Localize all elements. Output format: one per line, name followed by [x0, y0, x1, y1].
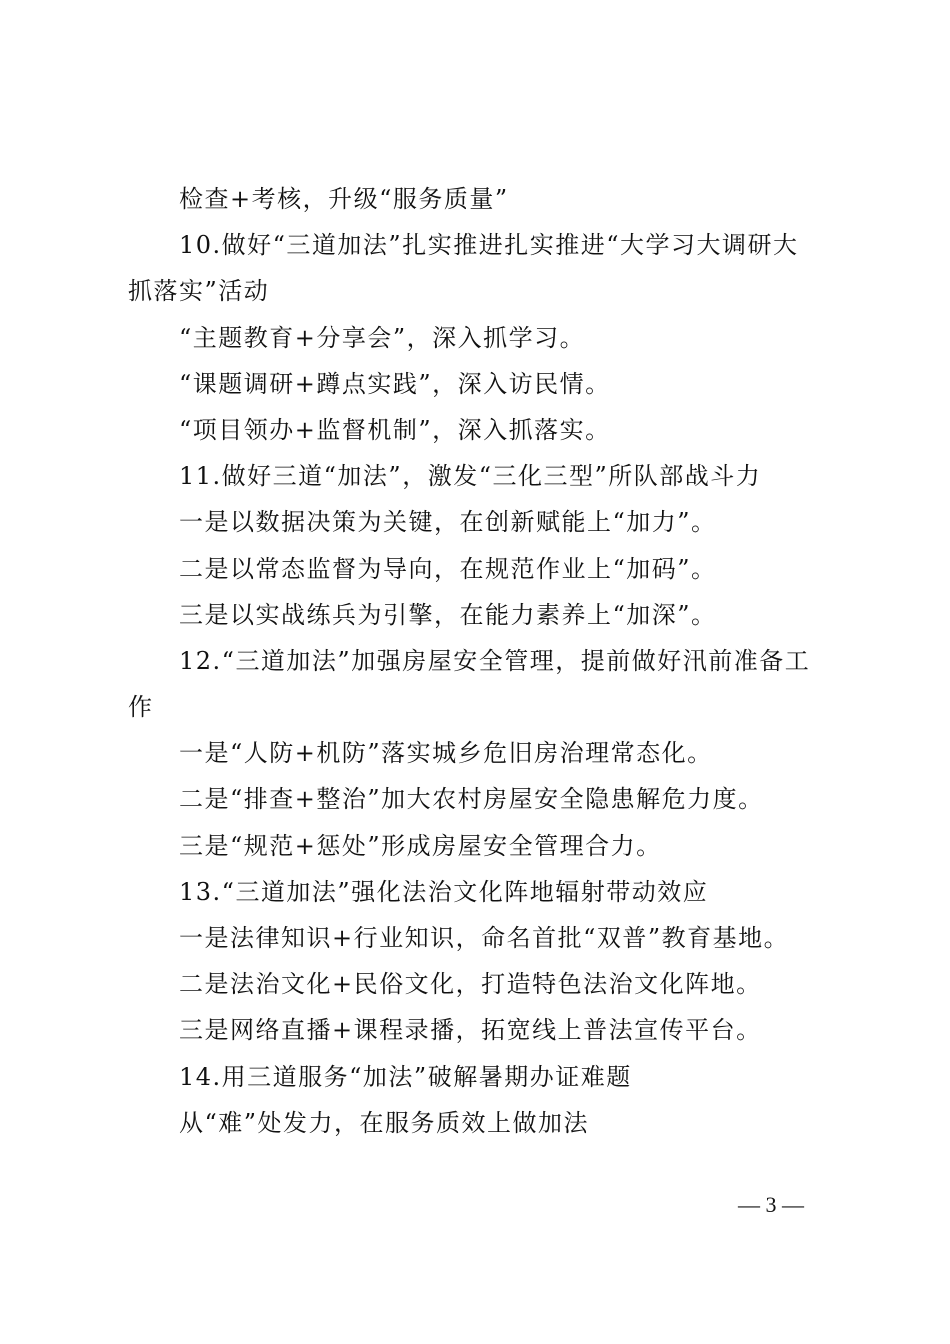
paragraph-line: 从“难”处发力，在服务质效上做加法 — [179, 1108, 590, 1137]
section-heading-12-continued: 作 — [128, 693, 154, 722]
page-number: — 3 — — [738, 1192, 804, 1217]
paragraph-line: 三是“规范+惩处”形成房屋安全管理合力。 — [179, 831, 662, 860]
section-heading-14: 14.用三道服务“加法”破解暑期办证难题 — [179, 1062, 632, 1091]
paragraph-line: 检查+考核，升级“服务质量” — [179, 185, 509, 213]
paragraph-line: “课题调研+蹲点实践”，深入访民情。 — [179, 369, 611, 398]
paragraph-line: 二是“排查+整治”加大农村房屋安全隐患解危力度。 — [179, 785, 764, 814]
paragraph-line: 二是以常态监督为导向，在规范作业上“加码”。 — [179, 554, 717, 583]
section-heading-12: 12.“三道加法”加强房屋安全管理，提前做好汛前准备工 — [179, 646, 811, 675]
paragraph-line: 三是以实战练兵为引擎，在能力素养上“加深”。 — [179, 600, 717, 629]
section-heading-13: 13.“三道加法”强化法治文化阵地辐射带动效应 — [179, 877, 709, 906]
paragraph-line: 一是以数据决策为关键，在创新赋能上“加力”。 — [179, 508, 717, 537]
body-text — [128, 176, 828, 1146]
section-heading-10: 10.做好“三道加法”扎实推进扎实推进“大学习大调研大 — [179, 231, 799, 260]
paragraph-line: 一是“人防+机防”落实城乡危旧房治理常态化。 — [179, 739, 713, 768]
paragraph-line: “项目领办+监督机制”，深入抓落实。 — [179, 415, 611, 444]
paragraph-line: “主题教育+分享会”，深入抓学习。 — [179, 323, 586, 352]
section-heading-11: 11.做好三道“加法”，激发“三化三型”所队部战斗力 — [179, 462, 762, 491]
paragraph-line: 一是法律知识+行业知识，命名首批“双普”教育基地。 — [179, 924, 790, 952]
paragraph-line: 三是网络直播+课程录播，拓宽线上普法宣传平台。 — [179, 1016, 762, 1045]
paragraph-line: 二是法治文化+民俗文化，打造特色法治文化阵地。 — [179, 970, 762, 999]
section-heading-10-continued: 抓落实”活动 — [128, 277, 270, 306]
